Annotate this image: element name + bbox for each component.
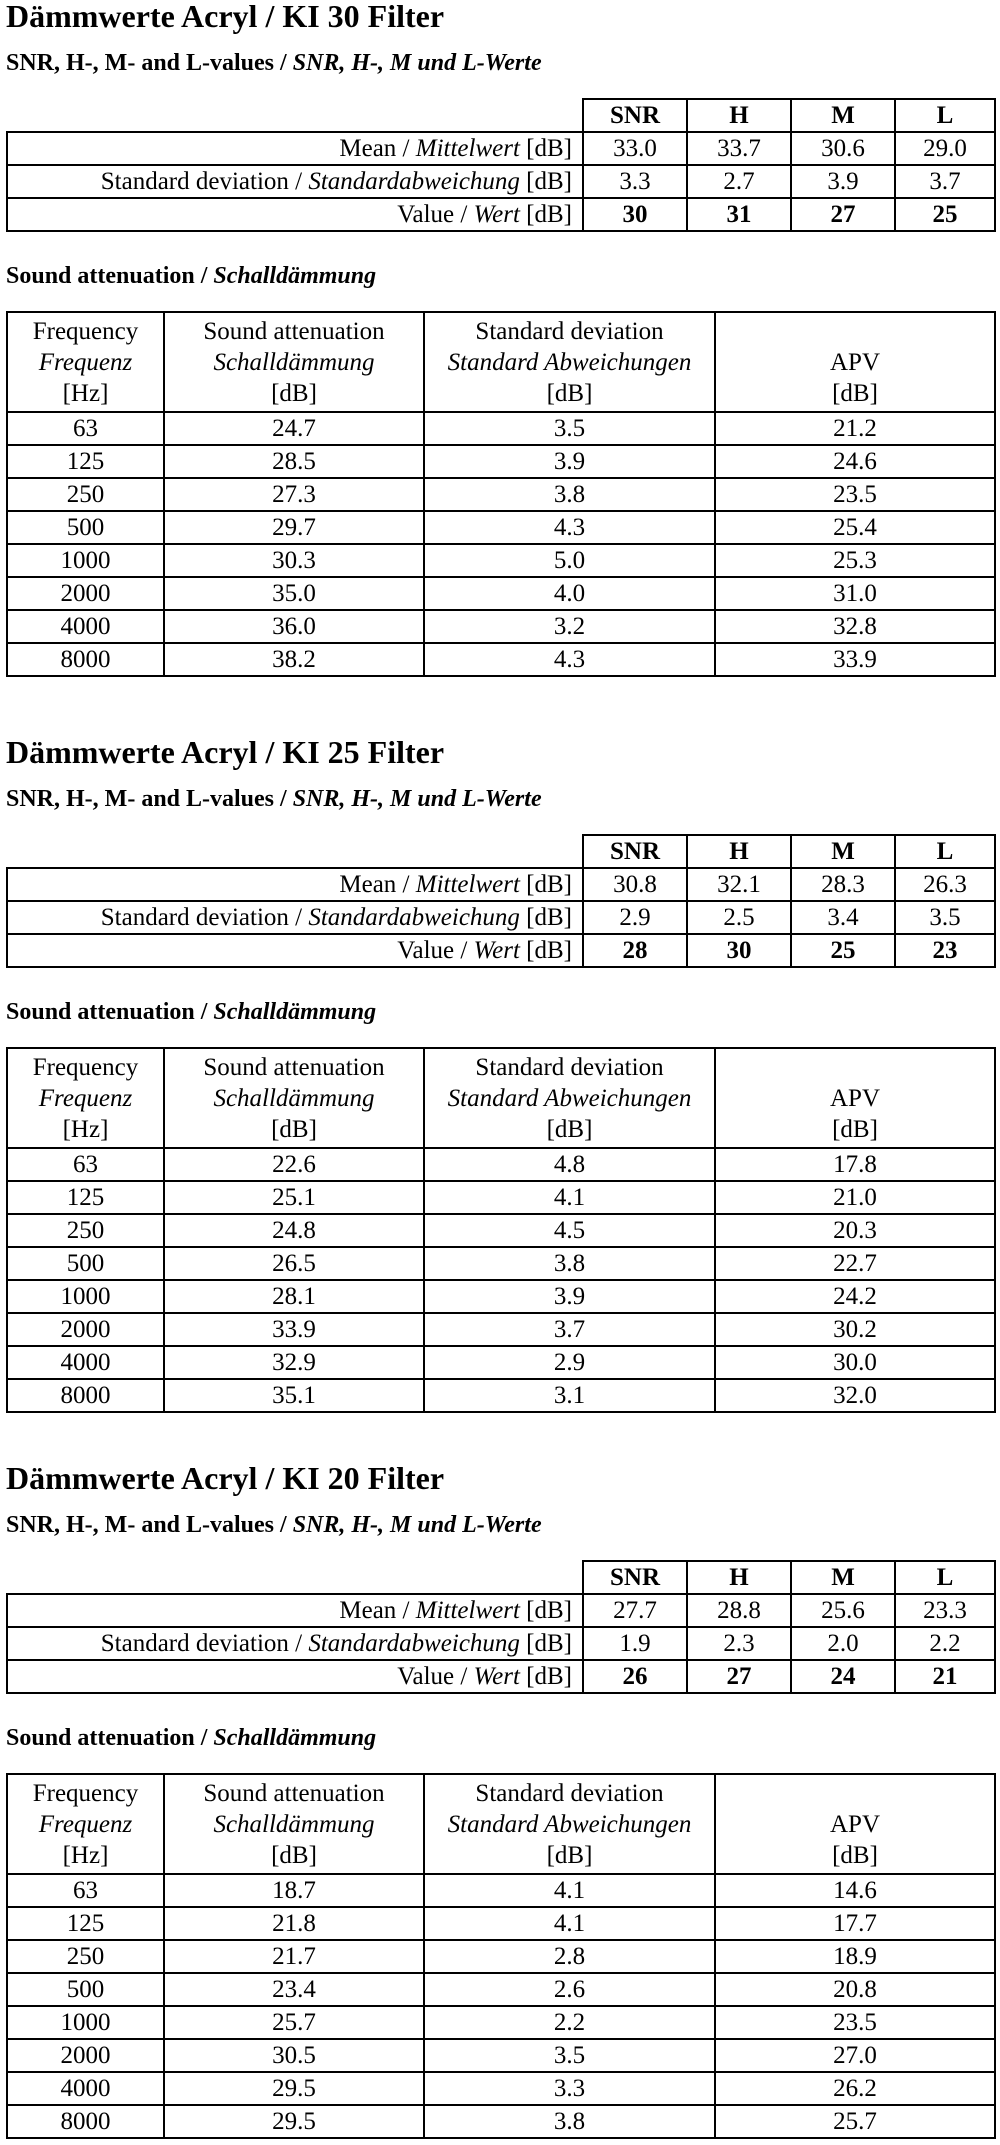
frequency-header-en: Frequency xyxy=(32,1780,139,1807)
attenuation-row xyxy=(7,1940,995,1973)
std-label-unit: [dB] xyxy=(519,1630,572,1657)
attenuation-cell: 24.8 xyxy=(164,1214,424,1247)
attenuation-row xyxy=(7,445,995,478)
value-h-value: 30 xyxy=(687,934,791,967)
attenuation-row xyxy=(7,511,995,544)
snr-header-row xyxy=(7,99,995,132)
frequency-cell: 4000 xyxy=(7,1346,164,1379)
apv-col-header xyxy=(715,1048,995,1148)
value-label-en: Value / xyxy=(397,1663,474,1690)
std-dev-cell: 5.0 xyxy=(424,544,715,577)
apv-cell: 21.0 xyxy=(715,1181,995,1214)
attenuation-col-header xyxy=(164,1774,424,1874)
std-l-value: 2.2 xyxy=(895,1627,995,1660)
frequency-header-unit: [Hz] xyxy=(62,1842,109,1869)
attenuation-subtitle xyxy=(6,263,376,289)
std-dev-cell: 2.2 xyxy=(424,2006,715,2039)
apv-header-label: APV xyxy=(829,1811,880,1838)
std-dev-cell: 3.3 xyxy=(424,2072,715,2105)
std-dev-cell: 3.9 xyxy=(424,445,715,478)
apv-header-label: APV xyxy=(829,1085,880,1112)
mean-row-label xyxy=(7,1594,583,1627)
attenuation-row xyxy=(7,2006,995,2039)
attenuation-row xyxy=(7,1181,995,1214)
h-col-header: H xyxy=(687,99,791,132)
attenuation-header-en: Sound attenuation xyxy=(203,318,385,345)
attenuation-row xyxy=(7,2072,995,2105)
attenuation-col-header xyxy=(164,312,424,412)
mean-l-value: 29.0 xyxy=(895,132,995,165)
attenuation-subtitle xyxy=(6,1725,376,1751)
attenuation-cell: 18.7 xyxy=(164,1874,424,1907)
frequency-header-de: Frequenz xyxy=(38,1811,133,1838)
attenuation-header-unit: [dB] xyxy=(271,1116,317,1143)
std-dev-cell: 3.8 xyxy=(424,478,715,511)
apv-cell: 25.7 xyxy=(715,2105,995,2138)
attenuation-header-row xyxy=(7,1774,995,1874)
att-subtitle-en: Sound attenuation / xyxy=(6,263,208,289)
mean-h-value: 32.1 xyxy=(687,868,791,901)
attenuation-row xyxy=(7,610,995,643)
value-snr-value: 26 xyxy=(583,1660,687,1693)
mean-l-value: 23.3 xyxy=(895,1594,995,1627)
snr-subtitle-en: SNR, H-, M- and L-values / xyxy=(6,786,287,812)
std-dev-header-en: Standard deviation xyxy=(475,318,664,345)
std-dev-col-header xyxy=(424,312,715,412)
mean-label-en: Mean / xyxy=(339,135,416,162)
attenuation-cell: 35.1 xyxy=(164,1379,424,1412)
value-label-unit: [dB] xyxy=(519,201,572,228)
std-dev-cell: 4.1 xyxy=(424,1181,715,1214)
attenuation-cell: 29.7 xyxy=(164,511,424,544)
std-row-label xyxy=(7,901,583,934)
std-m-value: 3.4 xyxy=(791,901,895,934)
attenuation-cell: 38.2 xyxy=(164,643,424,676)
mean-label-de: Mittelwert xyxy=(415,1597,520,1624)
attenuation-row xyxy=(7,1346,995,1379)
attenuation-cell: 36.0 xyxy=(164,610,424,643)
attenuation-header-en: Sound attenuation xyxy=(203,1780,385,1807)
frequency-col-header xyxy=(7,1774,164,1874)
apv-cell: 32.0 xyxy=(715,1379,995,1412)
std-dev-cell: 2.8 xyxy=(424,1940,715,1973)
apv-cell: 18.9 xyxy=(715,1940,995,1973)
snr-subtitle-en: SNR, H-, M- and L-values / xyxy=(6,1512,287,1538)
att-subtitle-en: Sound attenuation / xyxy=(6,999,208,1025)
frequency-header-en: Frequency xyxy=(32,318,139,345)
apv-cell: 17.7 xyxy=(715,1907,995,1940)
apv-cell: 25.4 xyxy=(715,511,995,544)
snr-subtitle xyxy=(6,50,542,76)
frequency-header-unit: [Hz] xyxy=(62,380,109,407)
snr-header-blank xyxy=(7,1561,583,1594)
std-dev-header-unit: [dB] xyxy=(546,380,593,407)
snr-subtitle xyxy=(6,786,542,812)
attenuation-cell: 27.3 xyxy=(164,478,424,511)
value-row-label xyxy=(7,198,583,231)
value-l-value: 21 xyxy=(895,1660,995,1693)
attenuation-cell: 30.5 xyxy=(164,2039,424,2072)
std-h-value: 2.3 xyxy=(687,1627,791,1660)
apv-cell: 26.2 xyxy=(715,2072,995,2105)
frequency-header-de: Frequenz xyxy=(38,349,133,376)
std-dev-header-en: Standard deviation xyxy=(475,1780,664,1807)
value-l-value: 25 xyxy=(895,198,995,231)
std-dev-cell: 4.1 xyxy=(424,1874,715,1907)
mean-h-value: 33.7 xyxy=(687,132,791,165)
frequency-cell: 500 xyxy=(7,1247,164,1280)
attenuation-row xyxy=(7,1214,995,1247)
apv-cell: 21.2 xyxy=(715,412,995,445)
frequency-col-header xyxy=(7,1048,164,1148)
attenuation-cell: 21.8 xyxy=(164,1907,424,1940)
apv-cell: 14.6 xyxy=(715,1874,995,1907)
std-dev-header-de: Standard Abweichungen xyxy=(447,349,692,376)
m-col-header: M xyxy=(791,99,895,132)
attenuation-header-unit: [dB] xyxy=(271,1842,317,1869)
frequency-cell: 125 xyxy=(7,1181,164,1214)
std-dev-cell: 4.0 xyxy=(424,577,715,610)
section-title: Dämmwerte Acryl / KI 20 Filter xyxy=(6,1460,445,1496)
value-l-value: 23 xyxy=(895,934,995,967)
h-col-header: H xyxy=(687,1561,791,1594)
attenuation-cell: 24.7 xyxy=(164,412,424,445)
std-dev-header-unit: [dB] xyxy=(546,1842,593,1869)
snr-subtitle xyxy=(6,1512,542,1538)
mean-row xyxy=(7,132,995,165)
l-col-header: L xyxy=(895,1561,995,1594)
att-subtitle-de: Schalldämmung xyxy=(213,1725,377,1751)
frequency-cell: 4000 xyxy=(7,2072,164,2105)
attenuation-cell: 22.6 xyxy=(164,1148,424,1181)
apv-cell: 20.8 xyxy=(715,1973,995,2006)
apv-header-label: APV xyxy=(829,349,880,376)
attenuation-header-unit: [dB] xyxy=(271,380,317,407)
std-dev-cell: 3.8 xyxy=(424,1247,715,1280)
attenuation-row xyxy=(7,544,995,577)
att-subtitle-de: Schalldämmung xyxy=(213,999,377,1025)
std-dev-cell: 2.6 xyxy=(424,1973,715,2006)
snr-header-blank xyxy=(7,99,583,132)
value-snr-value: 28 xyxy=(583,934,687,967)
std-label-en: Standard deviation / xyxy=(100,168,309,195)
frequency-cell: 1000 xyxy=(7,2006,164,2039)
frequency-header-unit: [Hz] xyxy=(62,1116,109,1143)
std-row xyxy=(7,1627,995,1660)
attenuation-header-row xyxy=(7,1048,995,1148)
std-dev-header-en: Standard deviation xyxy=(475,1054,664,1081)
frequency-cell: 250 xyxy=(7,478,164,511)
apv-header-unit: [dB] xyxy=(832,1842,878,1869)
att-subtitle-en: Sound attenuation / xyxy=(6,1725,208,1751)
frequency-cell: 2000 xyxy=(7,2039,164,2072)
std-row xyxy=(7,901,995,934)
attenuation-header-de: Schalldämmung xyxy=(213,1085,375,1112)
mean-snr-value: 30.8 xyxy=(583,868,687,901)
snr-header-row xyxy=(7,1561,995,1594)
apv-cell: 22.7 xyxy=(715,1247,995,1280)
attenuation-cell: 21.7 xyxy=(164,1940,424,1973)
mean-label-en: Mean / xyxy=(339,1597,416,1624)
std-dev-cell: 4.3 xyxy=(424,511,715,544)
apv-cell: 30.0 xyxy=(715,1346,995,1379)
apv-cell: 27.0 xyxy=(715,2039,995,2072)
std-dev-cell: 4.1 xyxy=(424,1907,715,1940)
attenuation-row xyxy=(7,1148,995,1181)
attenuation-subtitle xyxy=(6,999,376,1025)
value-row-label xyxy=(7,934,583,967)
snr-header-blank xyxy=(7,835,583,868)
value-row-label xyxy=(7,1660,583,1693)
std-label-de: Standardabweichung xyxy=(308,1630,520,1657)
value-row xyxy=(7,934,995,967)
mean-label-de: Mittelwert xyxy=(415,871,520,898)
apv-cell: 24.6 xyxy=(715,445,995,478)
std-h-value: 2.7 xyxy=(687,165,791,198)
std-dev-cell: 4.3 xyxy=(424,643,715,676)
mean-label-de: Mittelwert xyxy=(415,135,520,162)
std-l-value: 3.7 xyxy=(895,165,995,198)
frequency-cell: 4000 xyxy=(7,610,164,643)
std-dev-cell: 3.9 xyxy=(424,1280,715,1313)
value-row xyxy=(7,1660,995,1693)
std-l-value: 3.5 xyxy=(895,901,995,934)
apv-header-unit: [dB] xyxy=(832,380,878,407)
apv-cell: 17.8 xyxy=(715,1148,995,1181)
attenuation-row xyxy=(7,1313,995,1346)
snr-header-row xyxy=(7,835,995,868)
attenuation-table xyxy=(6,1773,996,2139)
attenuation-cell: 28.5 xyxy=(164,445,424,478)
value-label-unit: [dB] xyxy=(519,1663,572,1690)
attenuation-row xyxy=(7,577,995,610)
std-dev-cell: 3.7 xyxy=(424,1313,715,1346)
value-label-en: Value / xyxy=(397,937,474,964)
mean-h-value: 28.8 xyxy=(687,1594,791,1627)
attenuation-row xyxy=(7,1874,995,1907)
attenuation-cell: 29.5 xyxy=(164,2072,424,2105)
std-dev-cell: 3.2 xyxy=(424,610,715,643)
frequency-cell: 63 xyxy=(7,1148,164,1181)
frequency-cell: 8000 xyxy=(7,643,164,676)
apv-cell: 24.2 xyxy=(715,1280,995,1313)
apv-cell: 20.3 xyxy=(715,1214,995,1247)
mean-snr-value: 33.0 xyxy=(583,132,687,165)
std-snr-value: 2.9 xyxy=(583,901,687,934)
mean-row xyxy=(7,1594,995,1627)
attenuation-row xyxy=(7,2039,995,2072)
mean-row-label xyxy=(7,868,583,901)
attenuation-row xyxy=(7,1379,995,1412)
frequency-header-de: Frequenz xyxy=(38,1085,133,1112)
mean-row-label xyxy=(7,132,583,165)
frequency-cell: 2000 xyxy=(7,577,164,610)
frequency-cell: 250 xyxy=(7,1940,164,1973)
value-label-de: Wert xyxy=(473,937,520,964)
snr-subtitle-de: SNR, H-, M und L-Werte xyxy=(292,786,542,812)
m-col-header: M xyxy=(791,1561,895,1594)
value-label-en: Value / xyxy=(397,201,474,228)
h-col-header: H xyxy=(687,835,791,868)
att-subtitle-de: Schalldämmung xyxy=(213,263,377,289)
apv-cell: 23.5 xyxy=(715,478,995,511)
attenuation-row xyxy=(7,1247,995,1280)
attenuation-cell: 32.9 xyxy=(164,1346,424,1379)
std-dev-cell: 3.5 xyxy=(424,2039,715,2072)
std-dev-header-de: Standard Abweichungen xyxy=(447,1085,692,1112)
mean-m-value: 28.3 xyxy=(791,868,895,901)
l-col-header: L xyxy=(895,835,995,868)
snr-values-table xyxy=(6,834,996,968)
snr-values-table xyxy=(6,1560,996,1694)
value-m-value: 24 xyxy=(791,1660,895,1693)
attenuation-row xyxy=(7,478,995,511)
frequency-cell: 63 xyxy=(7,412,164,445)
frequency-cell: 1000 xyxy=(7,544,164,577)
std-label-de: Standardabweichung xyxy=(308,168,520,195)
std-dev-cell: 3.1 xyxy=(424,1379,715,1412)
apv-col-header xyxy=(715,1774,995,1874)
value-snr-value: 30 xyxy=(583,198,687,231)
attenuation-header-de: Schalldämmung xyxy=(213,1811,375,1838)
attenuation-cell: 25.7 xyxy=(164,2006,424,2039)
std-row-label xyxy=(7,165,583,198)
std-m-value: 2.0 xyxy=(791,1627,895,1660)
frequency-cell: 63 xyxy=(7,1874,164,1907)
value-label-unit: [dB] xyxy=(519,937,572,964)
snr-values-table xyxy=(6,98,996,232)
attenuation-row xyxy=(7,1973,995,2006)
attenuation-row xyxy=(7,643,995,676)
attenuation-cell: 28.1 xyxy=(164,1280,424,1313)
mean-label-en: Mean / xyxy=(339,871,416,898)
attenuation-cell: 26.5 xyxy=(164,1247,424,1280)
std-m-value: 3.9 xyxy=(791,165,895,198)
attenuation-cell: 30.3 xyxy=(164,544,424,577)
frequency-cell: 500 xyxy=(7,511,164,544)
apv-cell: 31.0 xyxy=(715,577,995,610)
attenuation-row xyxy=(7,1907,995,1940)
value-label-de: Wert xyxy=(473,1663,520,1690)
frequency-cell: 1000 xyxy=(7,1280,164,1313)
m-col-header: M xyxy=(791,835,895,868)
value-h-value: 27 xyxy=(687,1660,791,1693)
snr-col-header: SNR xyxy=(583,1561,687,1594)
std-snr-value: 3.3 xyxy=(583,165,687,198)
apv-header-unit: [dB] xyxy=(832,1116,878,1143)
apv-cell: 30.2 xyxy=(715,1313,995,1346)
snr-subtitle-en: SNR, H-, M- and L-values / xyxy=(6,50,287,76)
std-label-unit: [dB] xyxy=(519,168,572,195)
std-dev-col-header xyxy=(424,1048,715,1148)
frequency-cell: 8000 xyxy=(7,1379,164,1412)
std-dev-cell: 2.9 xyxy=(424,1346,715,1379)
frequency-cell: 250 xyxy=(7,1214,164,1247)
attenuation-cell: 35.0 xyxy=(164,577,424,610)
value-h-value: 31 xyxy=(687,198,791,231)
frequency-cell: 125 xyxy=(7,1907,164,1940)
l-col-header: L xyxy=(895,99,995,132)
frequency-cell: 125 xyxy=(7,445,164,478)
frequency-cell: 8000 xyxy=(7,2105,164,2138)
value-row xyxy=(7,198,995,231)
std-h-value: 2.5 xyxy=(687,901,791,934)
mean-snr-value: 27.7 xyxy=(583,1594,687,1627)
attenuation-cell: 33.9 xyxy=(164,1313,424,1346)
snr-col-header: SNR xyxy=(583,99,687,132)
std-dev-header-unit: [dB] xyxy=(546,1116,593,1143)
attenuation-row xyxy=(7,412,995,445)
snr-subtitle-de: SNR, H-, M und L-Werte xyxy=(292,1512,542,1538)
std-dev-cell: 3.8 xyxy=(424,2105,715,2138)
std-label-de: Standardabweichung xyxy=(308,904,520,931)
attenuation-cell: 25.1 xyxy=(164,1181,424,1214)
snr-subtitle-de: SNR, H-, M und L-Werte xyxy=(292,50,542,76)
attenuation-row xyxy=(7,1280,995,1313)
frequency-cell: 2000 xyxy=(7,1313,164,1346)
value-label-de: Wert xyxy=(473,201,520,228)
std-label-unit: [dB] xyxy=(519,904,572,931)
value-m-value: 25 xyxy=(791,934,895,967)
attenuation-table xyxy=(6,1047,996,1413)
mean-row xyxy=(7,868,995,901)
mean-m-value: 30.6 xyxy=(791,132,895,165)
std-dev-col-header xyxy=(424,1774,715,1874)
attenuation-row xyxy=(7,2105,995,2138)
mean-label-unit: [dB] xyxy=(519,1597,572,1624)
attenuation-table xyxy=(6,311,996,677)
std-dev-cell: 4.8 xyxy=(424,1148,715,1181)
frequency-cell: 500 xyxy=(7,1973,164,2006)
std-dev-cell: 4.5 xyxy=(424,1214,715,1247)
apv-cell: 25.3 xyxy=(715,544,995,577)
mean-l-value: 26.3 xyxy=(895,868,995,901)
value-m-value: 27 xyxy=(791,198,895,231)
frequency-col-header xyxy=(7,312,164,412)
attenuation-cell: 23.4 xyxy=(164,1973,424,2006)
std-snr-value: 1.9 xyxy=(583,1627,687,1660)
mean-m-value: 25.6 xyxy=(791,1594,895,1627)
std-dev-cell: 3.5 xyxy=(424,412,715,445)
attenuation-header-de: Schalldämmung xyxy=(213,349,375,376)
std-label-en: Standard deviation / xyxy=(100,904,309,931)
attenuation-cell: 29.5 xyxy=(164,2105,424,2138)
attenuation-header-en: Sound attenuation xyxy=(203,1054,385,1081)
std-dev-header-de: Standard Abweichungen xyxy=(447,1811,692,1838)
attenuation-header-row xyxy=(7,312,995,412)
std-row-label xyxy=(7,1627,583,1660)
std-row xyxy=(7,165,995,198)
frequency-header-en: Frequency xyxy=(32,1054,139,1081)
attenuation-col-header xyxy=(164,1048,424,1148)
section-title: Dämmwerte Acryl / KI 25 Filter xyxy=(6,734,445,770)
mean-label-unit: [dB] xyxy=(519,135,572,162)
apv-col-header xyxy=(715,312,995,412)
std-label-en: Standard deviation / xyxy=(100,1630,309,1657)
apv-cell: 33.9 xyxy=(715,643,995,676)
section-title: Dämmwerte Acryl / KI 30 Filter xyxy=(6,0,445,34)
apv-cell: 32.8 xyxy=(715,610,995,643)
apv-cell: 23.5 xyxy=(715,2006,995,2039)
snr-col-header: SNR xyxy=(583,835,687,868)
mean-label-unit: [dB] xyxy=(519,871,572,898)
